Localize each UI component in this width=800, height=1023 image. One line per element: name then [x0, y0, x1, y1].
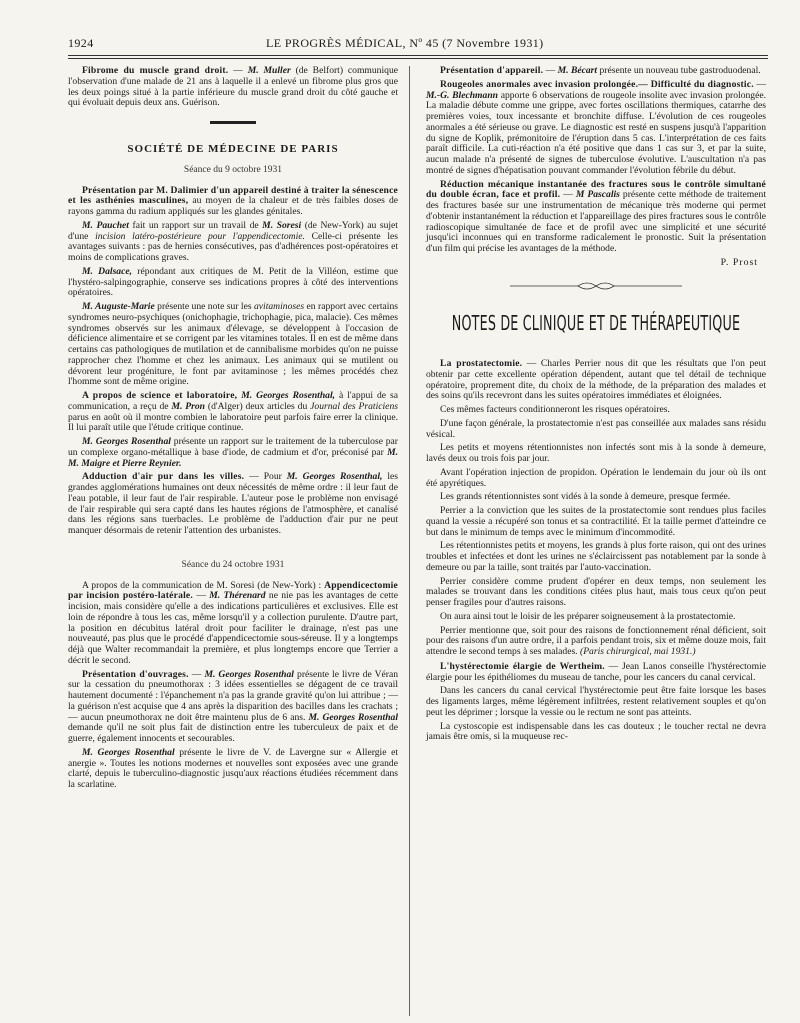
article-italic: avitaminoses	[254, 301, 305, 312]
paragraph: D'une façon générale, la prostatectomie n'est pas conseillée aux malades sans résidu vésical.	[426, 417, 766, 440]
author-name: M. Georges Rosenthal	[204, 668, 294, 680]
article-title: Adduction d'air pur dans les villes.	[82, 471, 245, 483]
paragraph: La cystoscopie est indispensable dans les cas douteux ; le toucher rectal ne devra jamais être omis, si la muqueuse rec-	[426, 720, 766, 743]
article-dalsace	[68, 267, 398, 299]
author-name: M. Muller	[247, 65, 291, 76]
paragraph: Les petits et moyens rétentionnistes non infectés sont mis à la sonde à demeure, lavés deux ou trois fois par jour.	[426, 442, 766, 464]
header-rule	[68, 55, 768, 56]
article-title: Présentation par M. Dalimier d'un appareil destiné à traiter la sénescence et les asthénies masculines,	[68, 184, 398, 207]
seance-date: Séance du 24 octobre 1931	[181, 559, 285, 570]
right-column	[426, 66, 766, 746]
article-text: demande qu'il ne soit plus fait de distinction entre les tuberculeux de paix et de guerre, également innocents et secourables.	[68, 722, 398, 744]
journal-title: LE PROGRÈS MÉDICAL, Nº 45 (7 Novembre 1931)	[266, 36, 544, 50]
section-separator	[210, 121, 256, 124]
left-column	[68, 66, 398, 794]
article-text: Perrier mentionne que, soit pour des raisons de fonctionnement rénal déficient, soit pour des raisons d'un autre ordre, il a parfois pendant trois, six et même douze mois, fait attendre le second temps à ses malades.	[426, 624, 766, 657]
article-reduction-fractures	[426, 180, 766, 255]
section-title: NOTES DE CLINIQUE ET DE THÉRAPEUTIQUE	[451, 311, 741, 336]
author-name: M. Dalsace,	[82, 265, 133, 277]
spacer	[68, 540, 398, 554]
header-rule-double	[68, 58, 768, 59]
article-text: présente le livre de V. de Lavergne sur « Allergie et anergie ». Toutes les notions modernes et nouvelles sont exposées avec une grande clarté, depuis le tuberculino-diagnostic jusqu'aux réactions étudiées récemment dans la scarlatine.	[68, 746, 399, 790]
article-title: Appendicectomie par incision postéro-latérale.	[68, 579, 398, 602]
article-text: — Jean Lanos conseille l'hystérectomie élargie pour les épithéliomes du museau de tanche, pour les cancers du canal cervical.	[426, 660, 766, 683]
author-name: M. Soresi	[262, 219, 302, 231]
column-divider	[409, 66, 410, 1016]
article-text: en rapport avec certains syndromes neuro-psychiques (onichophagie, trichophagie, pica, malacie). Ces mêmes syndromes observés sur les animaux d'élevage, se développent à l'occasion de déficience alimentaire et se corrigent par les vitamines totales. Il en est de même dans certains cas pathologiques de mutilation et de cannibalisme morbides qu'on ne puisse rapprocher chez l'homme et chez les animaux. Les animaux qui se mutilent ou dévorent leur progéniture, le font par avitaminose ; les mêmes procédés chez l'homme sont de même origine.	[68, 301, 398, 388]
author-name: M. M. Maigre et Pierre Reynier.	[68, 446, 398, 469]
article-fibrome: Fibrome du muscle grand droit. — M. Muller (de Belfort) communique l'observation d'une malade de 21 ans à laquelle il a enlevé un fibrome plus gros que les deux poings situé à la partie inférieure du muscle grand droit du côté gauche et qui évoluait depuis deux ans. Guérison.	[68, 65, 399, 109]
article-text: présente un nouveau tube gastroduodenal.	[599, 65, 761, 76]
article-title: Fibrome du muscle grand droit.	[82, 65, 229, 76]
author-name: M. Pron	[171, 400, 205, 412]
author-name: M.-G. Blechmann	[426, 89, 498, 101]
paragraph: Perrier considère comme prudent d'opérer en deux temps, non seulement les malades se trouvant dans les conditions citées plus haut, mais tous ceux qu'on peut penser fragiles pour d'autres raisons.	[426, 575, 766, 608]
author-name: M. Georges Rosenthal,	[241, 390, 336, 401]
article-title: Présentation d'appareil.	[440, 65, 544, 76]
article-title: Présentation d'ouvrages.	[82, 668, 189, 680]
author-name: M. Georges Rosenthal,	[286, 471, 383, 483]
paragraph: On aura ainsi tout le loisir de les préparer soigneusement à la prostatectomie.	[440, 610, 736, 622]
paragraph: Perrier a la conviction que les suites de la prostatectomie sont rendues plus faciles quand la vessie a récupéré son tonus et sa contractilité. Et la taille permet d'atteindre ce but dans le minimum de temps avec le minimum d'incommodité.	[426, 505, 766, 538]
article-text: les grandes agglomérations humaines ont deux nécessités de même ordre : il leur faut de l'eau potable, il leur faut de l'air respirable. L'auteur pose le problème non envisagé de l'air respirable qui sera capté dans les hautes régions de l'atmosphère, et canalisé dans les régions sans tuerbacles. Le problème de l'adduction d'air pur ne peut manquer désormais de retenir l'attention des urbanistes.	[68, 471, 398, 536]
ornamental-divider	[426, 281, 766, 291]
author-name: M. Bécart	[557, 65, 598, 76]
article-auguste-marie	[68, 302, 398, 388]
article-text: parus en août où il montre combien le laboratoire peut parfois faire errer la clinique. Il lui paraît utile que l'étude critique continue.	[68, 411, 398, 434]
article-text: présente un rapport sur le traitement de la tuberculose par un complexe organo-métallique à base d'iode, de cadmium et d'or, préconisé par	[68, 436, 398, 458]
article-text: (de New-York) au sujet d'une	[68, 219, 398, 242]
article-text: —	[191, 668, 202, 680]
article-text: fait un rapport sur un travail de	[132, 219, 259, 231]
article-italic: incision latéro-postérieure pour l'appendicectomie.	[95, 230, 305, 242]
author-name: M. Georges Rosenthal	[82, 436, 171, 447]
author-name: M. Georges Rosenthal	[82, 746, 175, 758]
paragraph	[426, 626, 766, 658]
article-text: ne nie pas les avantages de cette incision, mais considère qu'elle a des indications particulières et exclusives. Elle est loin de répondre à tous les cas, même lorsqu'il y a collection purulente. D'autre part, la position en décubitus latéral droit pour faciliter le drainage, n'est pas une nouveauté, pas plus que le procédé d'appendicectomie sous-séreuse. Il y a longtemps déjà que Walter recommandait la première, et plus longtemps encore que Terrier a décrit le second.	[68, 590, 398, 666]
page-header	[68, 36, 768, 52]
article-text: — Pour	[249, 471, 282, 483]
article-text: (d'Alger) deux articles du	[207, 400, 308, 412]
article-title: La prostatectomie.	[440, 358, 523, 369]
article-text: répondant aux critiques de M. Petit de la Villéon, estime que l'hystéro-salpingographie, conserve ses indications propres à côté des interventions opératoires.	[68, 265, 398, 299]
author-name: M. Georges Rosenthal	[308, 711, 398, 723]
article-presentation-ouvrages	[68, 670, 398, 745]
article-citation: (Paris chirurgical, mai 1931.)	[580, 646, 696, 657]
article-rosenthal-tuberculose	[68, 437, 398, 469]
article-text: —	[563, 189, 573, 201]
article-dalimier	[68, 186, 398, 218]
article-hysterectomie	[426, 662, 766, 684]
author-name: M Pascalis	[575, 189, 620, 201]
article-allergie-anergie	[68, 748, 398, 791]
article-appendicectomie	[68, 581, 398, 667]
article-science-laboratoire	[68, 391, 398, 434]
paragraph: Les rétentionnistes petits et moyens, les grands à plus forte raison, qui ont des urines troubles et infectées et dont les urines ne s'éclaircissent pas notablement par la sonde à demeure ou par la taille, sont traités par l'auto-vaccination.	[426, 540, 766, 573]
paragraph: Les grands rétentionnistes sont vidés à la sonde à demeure, presque fermée.	[440, 491, 731, 503]
page-number: 1924	[68, 36, 94, 50]
author-name: M. Thérenard	[209, 590, 266, 602]
article-rougeoles	[426, 80, 766, 177]
article-pauchet	[68, 221, 398, 264]
article-prostatectomie	[426, 359, 766, 402]
article-text: A propos de la communication de M. Soresi (de New-York) :	[82, 579, 322, 591]
article-text: apporte 6 observations de rougeole insolite avec invasion prolongée. La maladie débute comme une grippe, avec fortes oscillations thermiques, catarrhe des premières voies, toux incessante et bronchite diffuse. L'évolution de ces rougeoles anormales a été sérieuse ou grave. Le diagnostic est resté en suspens jusqu'à l'apparition du signe de Koplik, prémonitoire de l'éruption dans 5 cas. L'interprétation de ces faits paraît difficile. La cuti-réaction n'a été positive que dans 1 cas sur 3, et par la suite, aucun malade n'a présenté de signes de tuberculose évolutive. L'auscultation n'a pas montré de signes d'hépatisation pouvant commander l'évolution fébrile du début.	[426, 89, 767, 176]
article-title: A propos de science et laboratoire,	[82, 390, 238, 401]
paragraph: Ces mêmes facteurs conditionneront les risques opératoires.	[440, 404, 670, 415]
paragraph: Dans les cancers du canal cervical l'hystérectomie peut être faite lorsque les bases des ligaments larges, même légèrement infiltrées, restent relativement souples et qu'on peut les déprimer ; lorsque la vessie ou le rectum ne sont pas atteints.	[426, 685, 766, 718]
author-name: M. Auguste-Marie	[82, 301, 155, 312]
article-text: présente le livre de Véran sur la cessation du pneumothorax : 3 idées essentielles se dégagent de ce travail hautement documenté : l'épanchement n'a pas la grande gravité qu'on lui attribue ; — la guérison n'est acquise que 4 ans après la disparition des bacilles dans les crachats ; — aucun pneumothorax ne doit être maintenu plus de 6 ans.	[68, 668, 399, 723]
article-adduction-air	[68, 472, 398, 537]
article-text: —	[756, 78, 766, 90]
author-name: M. Pauchet	[82, 219, 129, 231]
article-presentation-appareil	[426, 66, 766, 77]
article-text: (de Belfort) communique l'observation d'une malade de 21 ans à laquelle il a enlevé un fibrome plus gros que les deux poings situé à la partie inférieure du muscle grand droit du côté gauche et qui évoluait depuis deux ans. Guérison.	[68, 65, 399, 109]
seance-date: Séance du 9 octobre 1931	[183, 164, 283, 175]
article-text: —	[196, 590, 206, 602]
article-title: L'hystérectomie élargie de Wertheim.	[440, 660, 605, 672]
article-text: — Charles Perrier nous dit que les résultats que l'on peut obtenir par cette excellente opération dépendent, autant que tel détail de technique opératoire, proprement dite, du choix de la méthode, de la préparation des malades et des soins qu'ils recevront dans les suites opératoires immédiates et éloignées.	[426, 358, 767, 402]
article-text: Celle-ci présente les avantages suivants : pas de hernies consécutives, pas d'adhérences post-opératoires et moins de complications graves.	[68, 230, 398, 263]
article-italic: Journal des Praticiens	[310, 400, 398, 412]
paragraph: Avant l'opération injection de propidon. Opération le lendemain du jour où ils ont été apyrétiques.	[426, 466, 766, 489]
article-text: à l'appui de sa communication, a reçu de	[68, 390, 398, 412]
article-text: présente cette méthode de traitement des fractures basée sur une instrumentation de mécanique très moderne qui permet d'obtenir instantanément la réduction et l'appareillage des pires fractures sous le contrôle radioscopique simultanée de face et de profil avec une simplicité et une sécurité jusqu'ici inconnues qui en transforme radicalement le pronostic. Suit la présentation d'un film qui précise les avantages de la méthode.	[426, 189, 766, 254]
article-text: —	[545, 65, 556, 76]
society-heading: SOCIÉTÉ DE MÉDECINE DE PARIS	[127, 143, 339, 155]
article-title: Rougeoles anormales avec invasion prolongée.— Difficulté du diagnostic.	[440, 78, 754, 90]
article-text: au moyen de la chaleur et de très faibles doses de rayons gamma du radium appliqués sur les glandes génitales.	[68, 195, 398, 217]
article-text: présente une note sur les	[157, 301, 252, 312]
article-title: Réduction mécanique instantanée des fractures sous le contrôle simultané du double écran, face et profil.	[426, 178, 766, 201]
signature: P. Prost	[720, 256, 758, 268]
